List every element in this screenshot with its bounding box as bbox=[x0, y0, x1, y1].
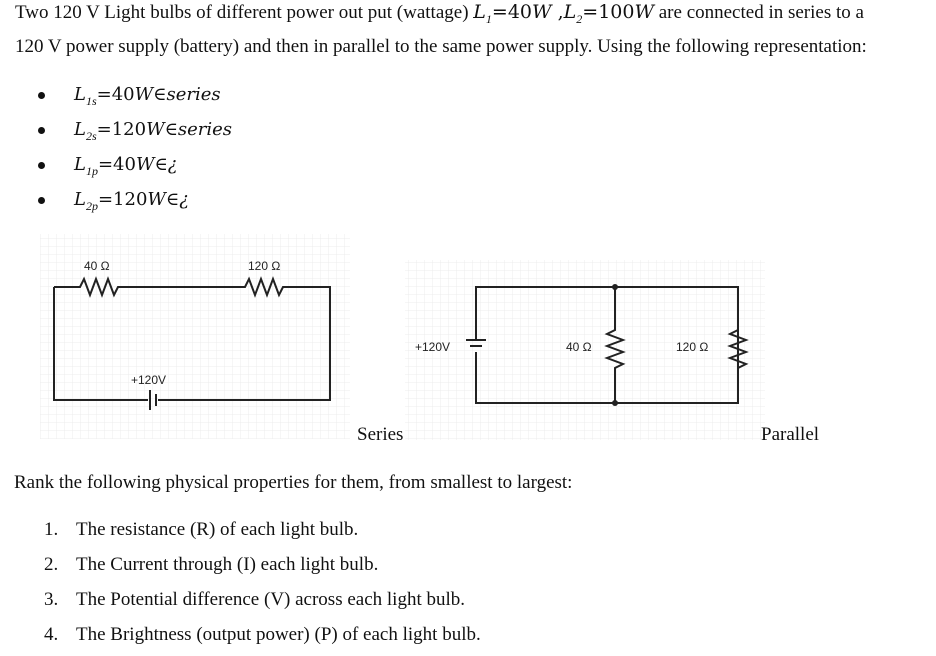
junction-bottom bbox=[612, 400, 618, 406]
l2-symbol: L bbox=[563, 1, 577, 23]
bulb-subscript: 2s bbox=[85, 129, 97, 143]
bulb-rest: W∈¿ bbox=[147, 189, 189, 210]
l1-symbol: L bbox=[473, 1, 486, 23]
intro-text-before: Two 120 V Light bulbs of different power out put (wattage) bbox=[15, 2, 469, 23]
l1-unit: W bbox=[532, 1, 552, 23]
representation-list bbox=[38, 80, 232, 220]
bullet-dot bbox=[38, 197, 45, 204]
series-r1-label: 40 Ω bbox=[84, 259, 110, 273]
l1-value: =40 bbox=[491, 1, 533, 23]
list-item bbox=[44, 586, 481, 621]
item-number: 2. bbox=[44, 554, 59, 575]
junction-top bbox=[612, 284, 618, 290]
l2-subscript: 2 bbox=[576, 12, 583, 26]
bulb-subscript: 1p bbox=[85, 164, 98, 178]
item-text: The resistance (R) of each light bulb. bbox=[76, 519, 359, 540]
series-battery-label: +120V bbox=[131, 373, 167, 387]
series-caption: Series bbox=[357, 424, 404, 445]
item-number: 1. bbox=[44, 519, 59, 540]
bulb-subscript: 1s bbox=[85, 94, 97, 108]
item-text: The Potential difference (V) across each light bulb. bbox=[76, 589, 466, 610]
bulb-subscript: 2p bbox=[85, 199, 98, 213]
rank-prompt: Rank the following physical properties for them, from smallest to largest: bbox=[14, 472, 573, 493]
comma: , bbox=[551, 1, 564, 23]
bullet-dot bbox=[38, 162, 45, 169]
parallel-r1-label: 40 Ω bbox=[566, 340, 592, 354]
parallel-caption: Parallel bbox=[761, 424, 820, 445]
list-item bbox=[38, 115, 232, 150]
series-r2-label: 120 Ω bbox=[248, 259, 281, 273]
bulb-value: =120 bbox=[97, 189, 148, 210]
properties-list bbox=[44, 516, 481, 656]
item-number: 4. bbox=[44, 624, 59, 645]
l2-value: =100 bbox=[582, 1, 635, 23]
parallel-r2-label: 120 Ω bbox=[676, 340, 709, 354]
parallel-battery-label: +120V bbox=[415, 340, 451, 354]
list-item bbox=[44, 551, 481, 586]
intro-line-2: 120 V power supply (battery) and then in parallel to the same power supply. Using the following representation: bbox=[15, 36, 867, 57]
bullet-dot bbox=[38, 127, 45, 134]
item-text: The Brightness (output power) (P) of each light bulb. bbox=[76, 624, 481, 645]
circuit-diagrams bbox=[0, 230, 936, 450]
bulb-value: =120 bbox=[96, 119, 147, 140]
list-item bbox=[38, 80, 232, 115]
list-item bbox=[44, 516, 481, 551]
l2-unit: W bbox=[634, 1, 654, 23]
list-item bbox=[38, 185, 232, 220]
bulb-value: =40 bbox=[97, 154, 136, 175]
l1-subscript: 1 bbox=[485, 12, 492, 26]
item-text: The Current through (I) each light bulb. bbox=[76, 554, 379, 575]
bullet-dot bbox=[38, 92, 45, 99]
bulb-symbol: L bbox=[74, 119, 86, 140]
list-item bbox=[38, 150, 232, 185]
bulb-symbol: L bbox=[74, 154, 86, 175]
bulb-value: =40 bbox=[96, 84, 135, 105]
bulb-rest: W∈series bbox=[146, 119, 233, 140]
intro-text-after: are connected in series to a bbox=[658, 2, 864, 23]
bulb-symbol: L bbox=[74, 84, 86, 105]
bulb-rest: W∈series bbox=[134, 84, 221, 105]
item-number: 3. bbox=[44, 589, 59, 610]
intro-line-1 bbox=[15, 1, 864, 25]
bulb-rest: W∈¿ bbox=[135, 154, 178, 175]
bulb-symbol: L bbox=[74, 189, 86, 210]
